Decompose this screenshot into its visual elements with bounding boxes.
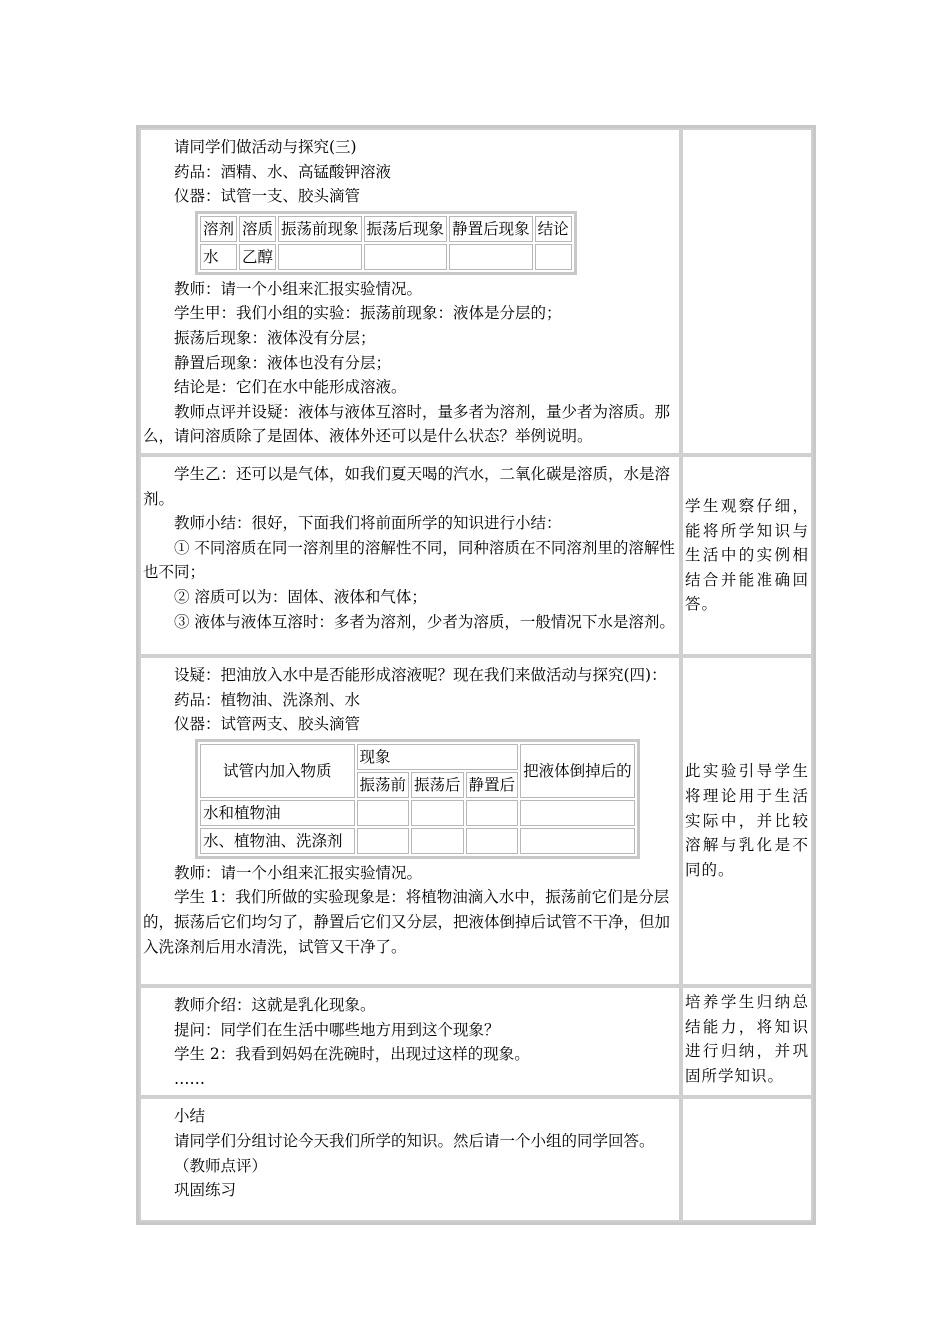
instruments-line: 仪器：试管一支、胶头滴管 [174, 187, 361, 206]
dialogue-line: 学生 1：我们所做的实验现象是：将植物油滴入水中，振荡前它们是分层的，振荡后它们均匀了，静置后它们又分层，把液体倒掉后试管不干净，但加入洗涤剂后用水清洗，试管又干净了。 [143, 888, 671, 956]
summary-point: ① 不同溶质在同一溶剂里的溶解性不同，同种溶质在不同溶剂里的溶解性也不同； [143, 538, 675, 582]
dialogue-line: 巩固练习 [174, 1181, 237, 1200]
teaching-process-cell [139, 986, 681, 1097]
design-intent-cell [681, 986, 813, 1097]
dialogue-line: 请同学们分组讨论今天我们所学的知识。然后请一个小组的同学回答。 [174, 1131, 655, 1150]
dialogue-line: 教师：请一个小组来汇报实验情况。 [174, 279, 423, 298]
table-cell [535, 244, 572, 270]
design-intent-text: 学生观察仔细，能将所学知识与生活中的实例相结合并能准确回答。 [685, 496, 809, 614]
table-header-cell: 试管内加入物质 [200, 744, 355, 798]
table-header-cell: 静置后现象 [449, 216, 533, 242]
dialogue-line: 振荡后现象：液体没有分层； [174, 328, 376, 347]
table-row [200, 828, 635, 854]
table-cell [466, 800, 519, 826]
dialogue-line: 教师小结：很好，下面我们将前面所学的知识进行小结： [174, 514, 562, 533]
ellipsis: …… [174, 1069, 205, 1088]
dialogue-line: 教师：请一个小组来汇报实验情况。 [174, 863, 423, 882]
table-cell [411, 800, 464, 826]
table-header-row [200, 744, 635, 770]
dialogue-line: （教师点评） [174, 1156, 268, 1175]
teaching-process-cell [139, 455, 681, 656]
table-header-cell: 溶剂 [200, 216, 237, 242]
drugs-line: 药品：植物油、洗涤剂、水 [174, 690, 361, 709]
design-intent-text [683, 130, 811, 134]
design-intent-text: 培养学生归纳总结能力，将知识进行归纳，并巩固所学知识。 [685, 992, 809, 1085]
table-row [200, 800, 635, 826]
summary-point: ③ 液体与液体互溶时：多者为溶剂，少者为溶质，一般情况下水是溶剂。 [174, 612, 675, 631]
table-cell: 水 [200, 244, 237, 270]
table-header-row [200, 216, 572, 242]
teaching-process-cell [139, 1097, 681, 1222]
table-header-cell: 溶质 [239, 216, 276, 242]
table-cell: 水和植物油 [200, 800, 355, 826]
table-cell [449, 244, 533, 270]
table-header-cell: 结论 [535, 216, 572, 242]
dialogue-line: 教师点评并设疑：液体与液体互溶时，量多者为溶剂，量少者为溶质。那么，请问溶质除了是固体、液体外还可以是什么状态？举例说明。 [143, 402, 671, 446]
table-cell [520, 828, 635, 854]
lesson-plan [136, 125, 816, 1225]
design-intent-text [683, 1099, 811, 1103]
dialogue-line: 学生 2：我看到妈妈在洗碗时，出现过这样的现象。 [174, 1045, 530, 1064]
table-header-cell: 振荡前 [357, 772, 410, 798]
section-title: 小结 [174, 1107, 206, 1126]
activity-intro: 请同学们做活动与探究(三) [174, 138, 357, 156]
lesson-row-4 [139, 986, 813, 1097]
dialogue-line: 学生甲：我们小组的实验：振荡前现象：液体是分层的； [174, 304, 562, 323]
table-header-cell: 振荡后 [411, 772, 464, 798]
table-header-cell: 振荡前现象 [278, 216, 362, 242]
table-cell [520, 800, 635, 826]
instruments-line: 仪器：试管两支、胶头滴管 [174, 715, 361, 734]
table-cell [364, 244, 448, 270]
table-cell [357, 828, 410, 854]
teaching-process-cell [139, 128, 681, 455]
table-cell: 乙醇 [239, 244, 276, 270]
question-line: 设疑：把油放入水中是否能形成溶液呢？现在我们来做活动与探究(四)： [174, 665, 667, 684]
lesson-row-1 [139, 128, 813, 455]
table-cell [357, 800, 410, 826]
design-intent-text: 此实验引导学生将理论用于生活实际中，并比较溶解与乳化是不同的。 [685, 762, 809, 879]
table-cell [411, 828, 464, 854]
lesson-row-3 [139, 656, 813, 986]
lesson-row-2 [139, 455, 813, 656]
table-header-cell: 静置后 [466, 772, 519, 798]
design-intent-cell [681, 455, 813, 656]
dialogue-line: 结论是：它们在水中能形成溶液。 [174, 378, 407, 397]
dialogue-line: 学生乙：还可以是气体，如我们夏天喝的汽水，二氧化碳是溶质，水是溶剂。 [143, 464, 671, 508]
table-header-cell: 把液体倒掉后的 [520, 744, 635, 798]
summary-point: ② 溶质可以为：固体、液体和气体； [174, 587, 427, 606]
dialogue-line: 教师介绍：这就是乳化现象。 [174, 995, 376, 1014]
dialogue-line: 提问：同学们在生活中哪些地方用到这个现象？ [174, 1020, 500, 1039]
experiment-table-3 [195, 211, 577, 275]
design-intent-cell [681, 656, 813, 986]
table-cell [466, 828, 519, 854]
table-header-cell: 现象 [357, 744, 519, 770]
table-cell: 水、植物油、洗涤剂 [200, 828, 355, 854]
dialogue-line: 静置后现象：液体也没有分层； [174, 353, 392, 372]
lesson-row-5 [139, 1097, 813, 1222]
design-intent-cell [681, 128, 813, 455]
table-cell [278, 244, 362, 270]
drugs-line: 药品：酒精、水、高锰酸钾溶液 [174, 162, 392, 181]
table-header-cell: 振荡后现象 [364, 216, 448, 242]
teaching-process-cell [139, 656, 681, 986]
table-row [200, 244, 572, 270]
experiment-table-4 [195, 739, 640, 859]
lesson-table [136, 125, 816, 1225]
design-intent-cell [681, 1097, 813, 1222]
